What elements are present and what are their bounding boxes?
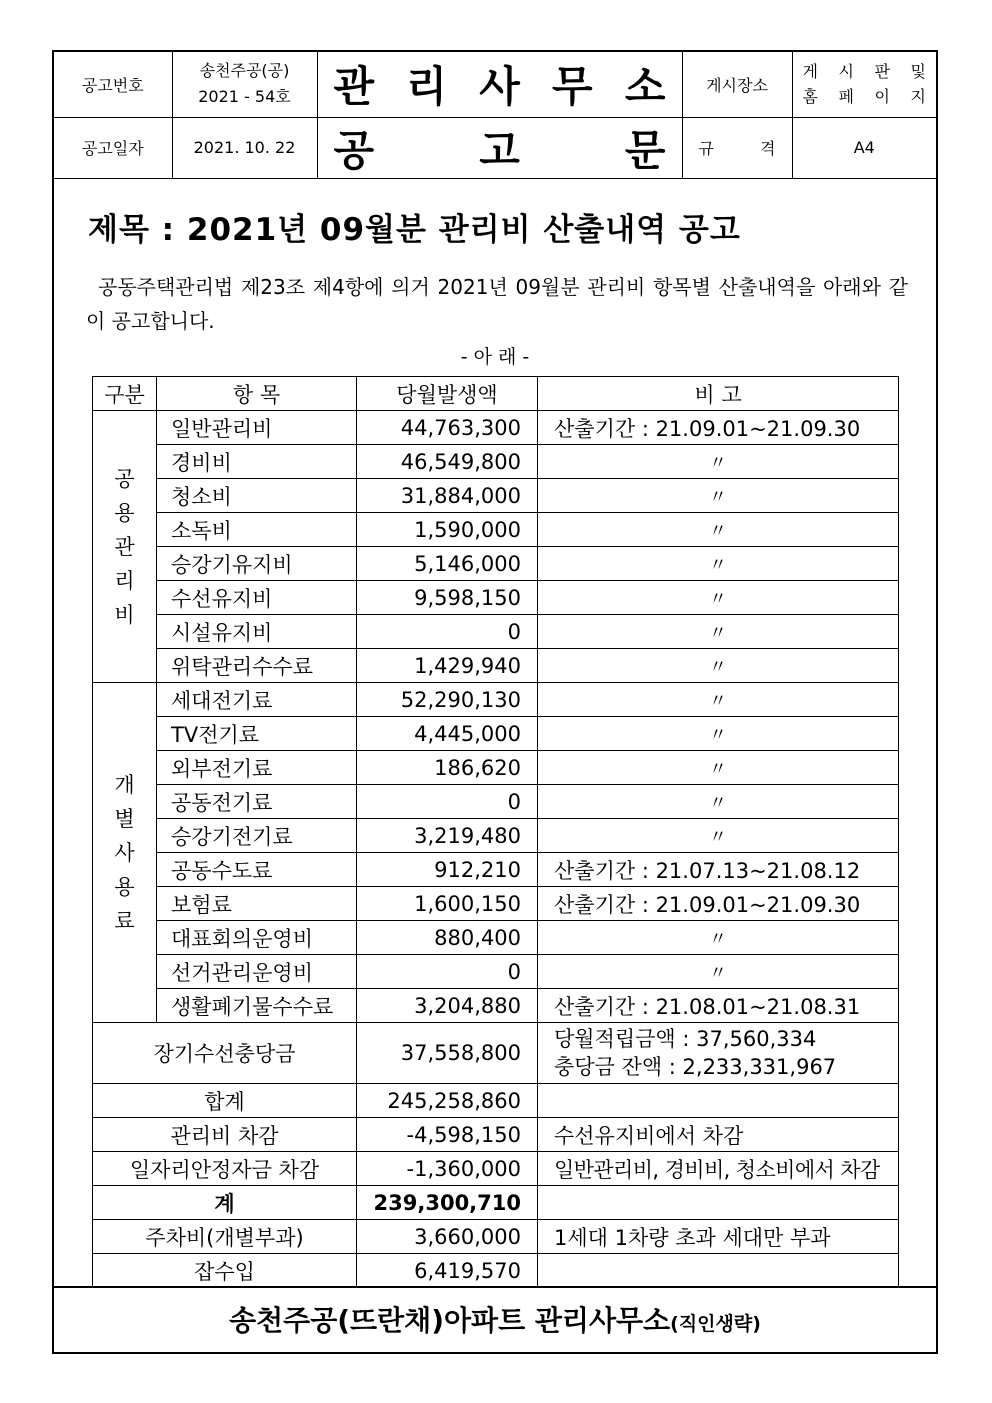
item-name: 승강기전기료 — [157, 819, 357, 853]
item-note: 〃 — [538, 615, 899, 649]
reserve-row — [93, 1023, 899, 1084]
column-header: 당월발생액 — [357, 377, 538, 411]
item-name: 공동수도료 — [157, 853, 357, 887]
item-amount: 3,204,880 — [357, 989, 538, 1023]
seal-omitted-note: (직인생략) — [670, 1313, 761, 1335]
subtotal-note — [538, 1084, 899, 1118]
column-header: 구분 — [93, 377, 157, 411]
item-amount: 9,598,150 — [357, 581, 538, 615]
item-name: 위탁관리수수료 — [157, 649, 357, 683]
item-note: 〃 — [538, 921, 899, 955]
item-name: 수선유지비 — [157, 581, 357, 615]
group-label-individual: 개 별 사 용 료 — [93, 683, 157, 1023]
table-row — [93, 989, 899, 1023]
deduction-label: 일자리안정자금 차감 — [93, 1152, 357, 1186]
item-name: 공동전기료 — [157, 785, 357, 819]
item-amount: 1,590,000 — [357, 513, 538, 547]
notice-header — [54, 52, 936, 179]
item-name: 외부전기료 — [157, 751, 357, 785]
column-header: 비 고 — [538, 377, 899, 411]
deduction-label: 관리비 차감 — [93, 1118, 357, 1152]
item-name: 선거관리운영비 — [157, 955, 357, 989]
item-name: 일반관리비 — [157, 411, 357, 445]
item-amount: 5,146,000 — [357, 547, 538, 581]
notice-date-value: 2021. 10. 22 — [172, 117, 317, 178]
table-row — [93, 479, 899, 513]
item-amount: 4,445,000 — [357, 717, 538, 751]
reserve-note: 당월적립금액 : 37,560,334 충당금 잔액 : 2,233,331,967 — [538, 1023, 899, 1084]
table-header-row — [93, 377, 899, 411]
item-amount: 912,210 — [357, 853, 538, 887]
item-amount: 31,884,000 — [357, 479, 538, 513]
item-name: 승강기유지비 — [157, 547, 357, 581]
item-note: 〃 — [538, 717, 899, 751]
deduction-amount: -1,360,000 — [357, 1152, 538, 1186]
notice-number-label: 공고번호 — [54, 52, 172, 117]
item-note: 〃 — [538, 683, 899, 717]
item-name: 보험료 — [157, 887, 357, 921]
fee-table — [92, 376, 899, 1288]
item-note: 〃 — [538, 581, 899, 615]
misc-income-amount: 6,419,570 — [357, 1254, 538, 1288]
parking-amount: 3,660,000 — [357, 1220, 538, 1254]
item-name: 소독비 — [157, 513, 357, 547]
table-row — [93, 955, 899, 989]
table-row — [93, 717, 899, 751]
notice-number-value: 송천주공(공) 2021 - 54호 — [172, 52, 317, 117]
parking-label: 주차비(개별부과) — [93, 1220, 357, 1254]
page-title: 제목 : 2021년 09월분 관리비 산출내역 공고 — [88, 212, 741, 248]
misc-income-label: 잡수입 — [93, 1254, 357, 1288]
size-value: A4 — [792, 117, 936, 178]
deduction-note: 일반관리비, 경비비, 청소비에서 차감 — [538, 1152, 899, 1186]
post-place-value: 게 시 판 및 홈 페 이 지 — [792, 52, 936, 117]
item-note: 〃 — [538, 785, 899, 819]
total-row — [93, 1186, 899, 1220]
post-place-label: 게시장소 — [682, 52, 792, 117]
total-label: 계 — [93, 1186, 357, 1220]
item-amount: 186,620 — [357, 751, 538, 785]
table-row — [93, 581, 899, 615]
item-name: 청소비 — [157, 479, 357, 513]
table-row — [93, 649, 899, 683]
item-name: 생활폐기물수수료 — [157, 989, 357, 1023]
table-row — [93, 887, 899, 921]
total-amount: 239,300,710 — [357, 1186, 538, 1220]
item-note: 〃 — [538, 479, 899, 513]
item-amount: 1,600,150 — [357, 887, 538, 921]
column-header: 항 목 — [157, 377, 357, 411]
item-note: 산출기간 : 21.09.01~21.09.30 — [538, 411, 899, 445]
item-amount: 880,400 — [357, 921, 538, 955]
notice-title: 공 고 문 — [317, 117, 682, 178]
table-row — [93, 683, 899, 717]
table-row — [93, 751, 899, 785]
office-title: 관 리 사 무 소 — [317, 52, 682, 117]
group-label-common: 공 용 관 리 비 — [93, 411, 157, 683]
item-note: 〃 — [538, 649, 899, 683]
misc-income-row — [93, 1254, 899, 1288]
parking-note: 1세대 1차량 초과 세대만 부과 — [538, 1220, 899, 1254]
table-row — [93, 513, 899, 547]
table-row — [93, 785, 899, 819]
item-amount: 0 — [357, 955, 538, 989]
item-name: 경비비 — [157, 445, 357, 479]
total-note — [538, 1186, 899, 1220]
item-note: 산출기간 : 21.08.01~21.08.31 — [538, 989, 899, 1023]
item-note: 〃 — [538, 445, 899, 479]
table-row — [93, 411, 899, 445]
item-name: TV전기료 — [157, 717, 357, 751]
table-row — [93, 547, 899, 581]
deduction-row — [93, 1152, 899, 1186]
item-note: 〃 — [538, 547, 899, 581]
item-name: 대표회의운영비 — [157, 921, 357, 955]
item-amount: 0 — [357, 615, 538, 649]
item-amount: 3,219,480 — [357, 819, 538, 853]
item-amount: 0 — [357, 785, 538, 819]
reserve-label: 장기수선충당금 — [93, 1023, 357, 1084]
item-amount: 52,290,130 — [357, 683, 538, 717]
item-amount: 44,763,300 — [357, 411, 538, 445]
item-note: 〃 — [538, 955, 899, 989]
parking-row — [93, 1220, 899, 1254]
item-note: 〃 — [538, 513, 899, 547]
item-name: 세대전기료 — [157, 683, 357, 717]
deduction-row — [93, 1118, 899, 1152]
item-amount: 1,429,940 — [357, 649, 538, 683]
misc-income-note — [538, 1254, 899, 1288]
table-row — [93, 445, 899, 479]
item-note: 산출기간 : 21.09.01~21.09.30 — [538, 887, 899, 921]
issuer-footer — [54, 1286, 936, 1356]
reserve-amount: 37,558,800 — [357, 1023, 538, 1084]
notice-frame — [52, 50, 938, 1354]
subtotal-amount: 245,258,860 — [357, 1084, 538, 1118]
item-name: 시설유지비 — [157, 615, 357, 649]
item-note: 〃 — [538, 819, 899, 853]
notice-date-label: 공고일자 — [54, 117, 172, 178]
table-row — [93, 819, 899, 853]
table-row — [93, 615, 899, 649]
deduction-amount: -4,598,150 — [357, 1118, 538, 1152]
subtotal-label: 합계 — [93, 1084, 357, 1118]
subtotal-row — [93, 1084, 899, 1118]
intro-paragraph: 공동주택관리법 제23조 제4항에 의거 2021년 09월분 관리비 항목별 산출내역을 아래와 같이 공고합니다. — [86, 275, 908, 333]
issuer-name: 송천주공(뜨란채)아파트 관리사무소 — [229, 1304, 671, 1337]
item-note: 〃 — [538, 751, 899, 785]
item-note: 산출기간 : 21.07.13~21.08.12 — [538, 853, 899, 887]
item-amount: 46,549,800 — [357, 445, 538, 479]
section-marker: - 아 래 - — [460, 346, 530, 368]
deduction-note: 수선유지비에서 차감 — [538, 1118, 899, 1152]
table-row — [93, 921, 899, 955]
size-label: 규 격 — [682, 117, 792, 178]
table-row — [93, 853, 899, 887]
